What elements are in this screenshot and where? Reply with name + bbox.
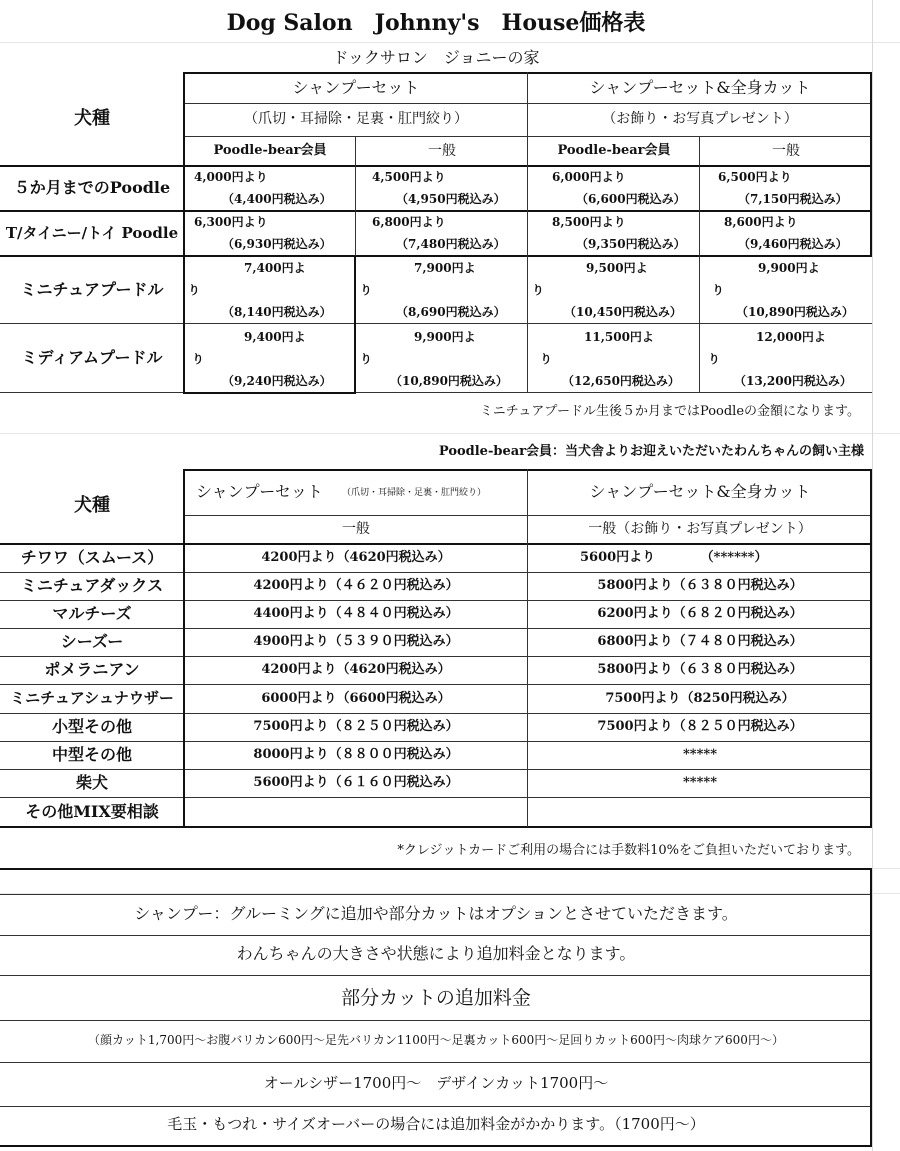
price-tax: （9,460円税込み）: [738, 237, 848, 251]
price-tax: （6,600円税込み）: [576, 192, 686, 206]
price-from: 12,000円よ: [756, 330, 826, 344]
price-tax: （8,140円税込み）: [222, 305, 332, 319]
price-from: 7,900円よ: [414, 261, 476, 275]
price-tax: （10,450円税込み）: [564, 305, 682, 319]
general-column-header: 一般: [428, 143, 456, 159]
breed-name: マルチーズ: [52, 604, 132, 623]
breed-header: 犬種: [74, 108, 110, 129]
partial-cut-prices: （顔カット1,700円～お腹バリカン600円～足先バリカン1100円～足裏カット600円～足回りカット600円～肉球ケア600円～）: [88, 1033, 784, 1047]
cut-price: 5800円より（６３８０円税込み）: [597, 662, 803, 677]
general-column-header: 一般: [772, 143, 800, 159]
breed-name: チワワ（スムース）: [20, 548, 164, 567]
price-tax: （4,400円税込み）: [222, 192, 332, 206]
poodle-age-note: ミニチュアプードル生後５か月まではPoodleの金額になります。: [479, 404, 860, 419]
price-from: 9,500円よ: [586, 261, 648, 275]
price-from: 8,500円より: [552, 215, 626, 229]
full-cut-header: シャンプーセット&全身カット: [589, 78, 811, 97]
shampoo-set-header: シャンプーセット: [292, 78, 420, 97]
shampoo-price: 4900円より（５３９０円税込み）: [253, 634, 459, 649]
breed-name: 柴犬: [75, 773, 108, 792]
breed-name: ミディアムプードル: [21, 348, 163, 367]
breed-name: ミニチュアシュナウザー: [10, 689, 174, 707]
cut-price: 5800円より（６３８０円税込み）: [597, 578, 803, 593]
shampoo-set-header: シャンプーセット: [196, 482, 323, 501]
price-tax: （4,950円税込み）: [396, 192, 506, 206]
shampoo-price: 4400円より（４８４０円税込み）: [253, 606, 459, 621]
price-wrap: り: [188, 283, 201, 297]
member-column-header: Poodle-bear会員: [213, 143, 327, 158]
shampoo-set-subheader: （爪切・耳掃除・足裏・肛門絞り）: [244, 111, 468, 127]
scissor-design-prices: オールシザー1700円～ デザインカット1700円～: [263, 1074, 609, 1092]
price-from: 6,500円より: [718, 170, 792, 184]
price-wrap: り: [712, 283, 725, 297]
price-from: 4,000円より: [194, 170, 268, 184]
breed-name: ミニチュアダックス: [20, 576, 164, 595]
breed-name: その他MIX要相談: [25, 802, 159, 821]
price-wrap: り: [532, 283, 545, 297]
partial-cut-title: 部分カットの追加料金: [341, 987, 531, 1009]
price-from: 6,300円より: [194, 215, 268, 229]
option-note: シャンプー：グルーミングに追加や部分カットはオプションとさせていただきます。: [134, 904, 738, 923]
price-wrap: り: [540, 352, 553, 366]
shampoo-price: 6000円より（6600円税込み）: [261, 691, 451, 706]
price-from: 7,400円よ: [244, 261, 306, 275]
price-from: 8,600円より: [724, 215, 798, 229]
cut-price: *****: [683, 747, 717, 762]
price-tax: （12,650円税込み）: [562, 374, 680, 388]
breed-name: シーズー: [60, 632, 124, 651]
breed-name: ポメラニアン: [44, 660, 140, 679]
price-wrap: り: [360, 283, 373, 297]
general-column-header: 一般: [342, 521, 370, 537]
shampoo-price: 7500円より（８２５０円税込み）: [253, 719, 459, 734]
price-from: 6,000円より: [552, 170, 626, 184]
general-column-header: 一般（お飾り・お写真プレゼント）: [588, 521, 812, 537]
price-tax: （7,480円税込み）: [396, 237, 506, 251]
cut-price: 7500円より（8250円税込み）: [605, 691, 795, 706]
shampoo-price: 5600円より（６１６０円税込み）: [253, 775, 459, 790]
price-from: 9,400円よ: [244, 330, 306, 344]
cut-price: 6200円より（６８２０円税込み）: [597, 606, 803, 621]
price-tax: （10,890円税込み）: [390, 374, 508, 388]
extra-fee-note: わんちゃんの大きさや状態により追加料金となります。: [236, 944, 636, 963]
breed-name: 中型その他: [51, 745, 132, 764]
price-wrap: り: [708, 352, 721, 366]
price-wrap: り: [192, 352, 205, 366]
page-subtitle: ドックサロン ジョニーの家: [332, 48, 540, 67]
price-tax: （9,240円税込み）: [222, 374, 332, 388]
breed-name: ミニチュアプードル: [20, 280, 164, 299]
price-from: 9,900円よ: [414, 330, 476, 344]
cut-price: 5600円より （******）: [580, 550, 768, 565]
matting-fee-note: 毛玉・もつれ・サイズオーバーの場合には追加料金がかかります。（1700円～）: [167, 1115, 705, 1133]
price-from: 9,900円よ: [758, 261, 820, 275]
price-tax: （9,350円税込み）: [576, 237, 686, 251]
price-tax: （6,930円税込み）: [222, 237, 332, 251]
shampoo-price: 4200円より（4620円税込み）: [261, 550, 451, 565]
full-cut-header: シャンプーセット&全身カット: [589, 482, 811, 501]
member-column-header: Poodle-bear会員: [557, 143, 671, 158]
breed-name: T/タイニー/トイ Poodle: [5, 224, 179, 242]
shampoo-price: 4200円より（4620円税込み）: [261, 662, 451, 677]
breed-name: 小型その他: [51, 717, 132, 736]
cut-price: 7500円より（８２５０円税込み）: [597, 719, 803, 734]
credit-card-note: *クレジットカードご利用の場合には手数料10%をご負担いただいております。: [397, 843, 860, 858]
shampoo-set-detail: （爪切・耳掃除・足裏・肛門絞り）: [342, 488, 487, 498]
price-tax: （13,200円税込み）: [734, 374, 852, 388]
shampoo-price: 4200円より（４６２０円税込み）: [253, 578, 459, 593]
price-tax: （8,690円税込み）: [396, 305, 506, 319]
cut-price: 6800円より（７４８０円税込み）: [597, 634, 803, 649]
shampoo-price: 8000円より（８８００円税込み）: [253, 747, 459, 762]
price-tax: （10,890円税込み）: [736, 305, 854, 319]
price-from: 11,500円よ: [584, 330, 654, 344]
breed-name: ５か月までのPoodle: [13, 178, 171, 197]
price-from: 6,800円より: [372, 215, 446, 229]
member-note: Poodle-bear会員：当犬舎よりお迎えいただいたわんちゃんの飼い主様: [438, 444, 864, 459]
cut-price: *****: [683, 775, 717, 790]
price-from: 4,500円より: [372, 170, 446, 184]
breed-header: 犬種: [74, 495, 110, 516]
page-title: Dog Salon Johnny's House価格表: [226, 10, 646, 36]
full-cut-subheader: （お飾り・お写真プレゼント）: [602, 111, 798, 127]
price-wrap: り: [360, 352, 373, 366]
price-tax: （7,150円税込み）: [738, 192, 848, 206]
